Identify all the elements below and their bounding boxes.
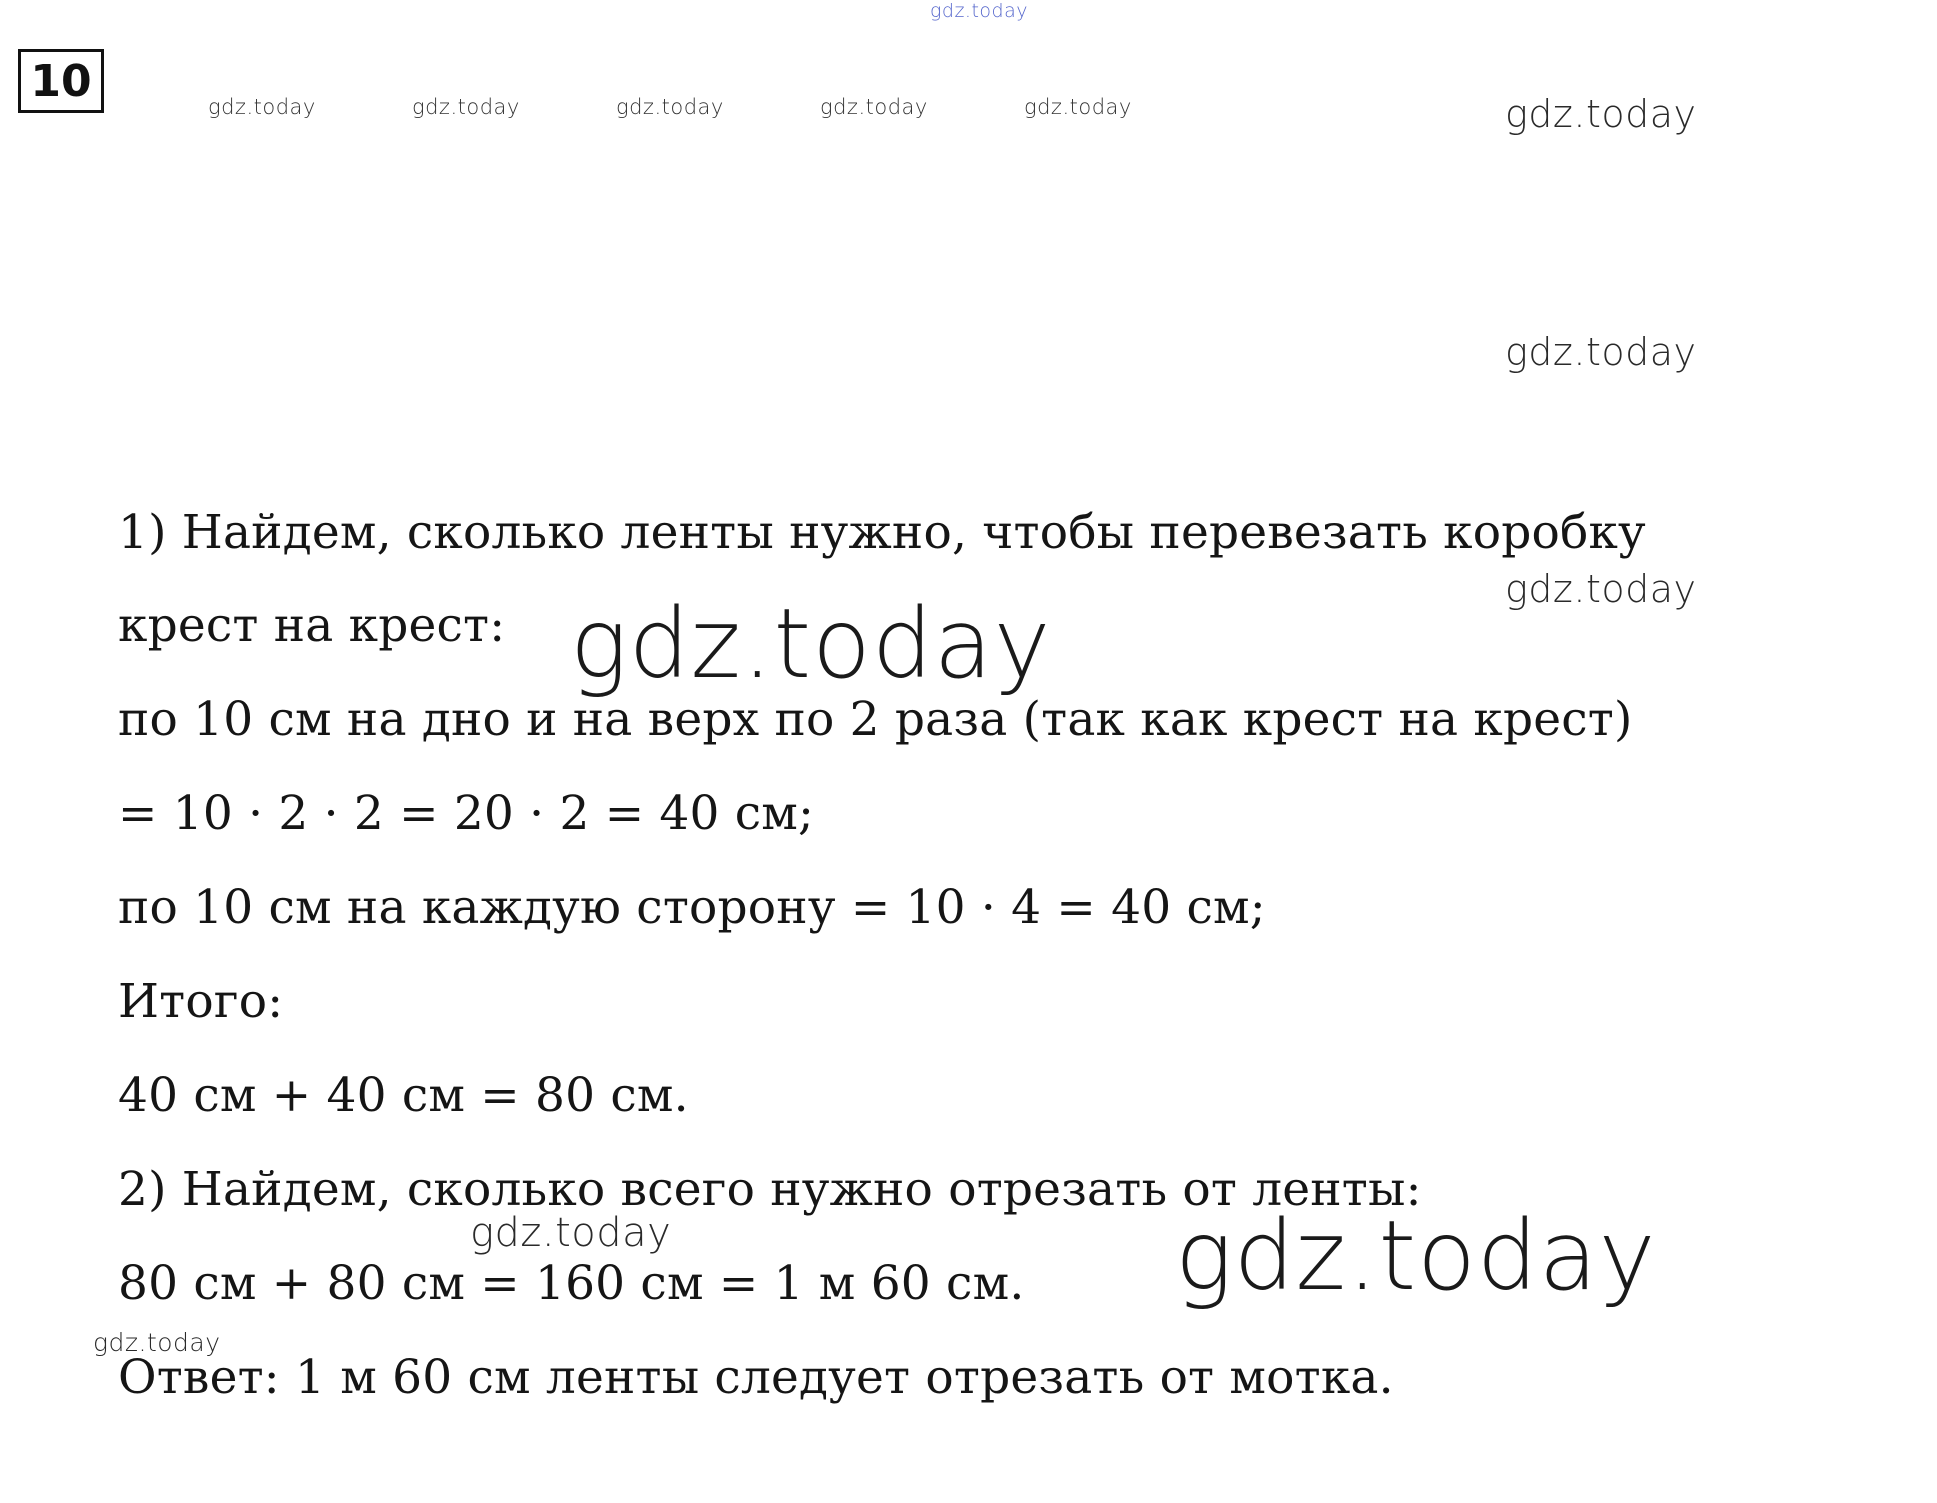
solution-line-7: 40 см + 40 см = 80 см. bbox=[118, 1068, 689, 1123]
watermark-top: gdz.today bbox=[930, 0, 1028, 22]
watermark-row-4: gdz.today bbox=[820, 95, 928, 119]
task-number-box: 10 bbox=[18, 49, 104, 113]
watermark-row-1: gdz.today bbox=[208, 95, 316, 119]
solution-line-4: = 10 · 2 · 2 = 20 · 2 = 40 см; bbox=[118, 786, 815, 841]
watermark-row-2: gdz.today bbox=[412, 95, 520, 119]
solution-line-9: 80 см + 80 см = 160 см = 1 м 60 см. bbox=[118, 1256, 1025, 1311]
watermark-right-1: gdz.today bbox=[1505, 92, 1697, 136]
solution-line-1: 1) Найдем, сколько ленты нужно, чтобы перевезать коробку bbox=[118, 505, 1646, 560]
solution-line-2: крест на крест: bbox=[118, 598, 506, 653]
watermark-row-3: gdz.today bbox=[616, 95, 724, 119]
solution-line-10: Ответ: 1 м 60 см ленты следует отрезать от мотка. bbox=[118, 1350, 1394, 1405]
watermark-right-3: gdz.today bbox=[1505, 567, 1697, 611]
watermark-small: gdz.today bbox=[93, 1328, 221, 1357]
watermark-big-1: gdz.today bbox=[570, 588, 1052, 700]
watermark-right-2: gdz.today bbox=[1505, 330, 1697, 374]
solution-line-3: по 10 см на дно и на верх по 2 раза (так как крест на крест) bbox=[118, 692, 1633, 747]
watermark-big-2: gdz.today bbox=[1175, 1200, 1657, 1312]
solution-line-5: по 10 см на каждую сторону = 10 · 4 = 40 см; bbox=[118, 880, 1266, 935]
solution-line-6: Итого: bbox=[118, 974, 284, 1029]
watermark-mid: gdz.today bbox=[470, 1210, 672, 1256]
watermark-row-5: gdz.today bbox=[1024, 95, 1132, 119]
solution-line-8: 2) Найдем, сколько всего нужно отрезать от ленты: bbox=[118, 1162, 1422, 1217]
